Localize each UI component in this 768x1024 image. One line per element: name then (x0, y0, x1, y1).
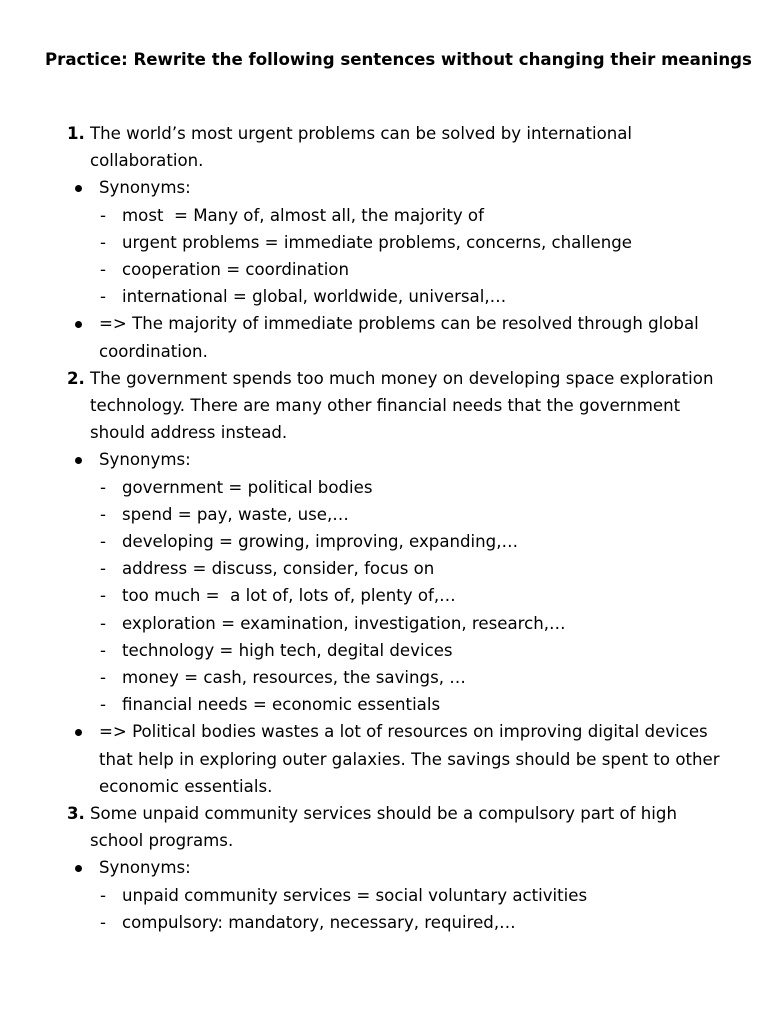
synonyms-label: Synonyms: (99, 450, 191, 470)
synonym-text: developing = growing, improving, expanding,… (122, 532, 519, 552)
synonym-text: government = political bodies (122, 477, 373, 497)
item-number: 3. (67, 804, 85, 824)
rewrite-text: => Political bodies wastes a lot of resources on improving digital devices that help in exploring outer galaxies. The savings should be spent to other economic essentials. (99, 722, 720, 796)
dash-icon: - (100, 668, 106, 688)
item-sentence: The world’s most urgent problems can be solved by international collaboration. (90, 124, 633, 171)
dash-icon: - (100, 532, 106, 552)
synonym-entry (0, 664, 768, 691)
synonym-entry (0, 582, 768, 609)
dash-icon: - (100, 504, 106, 524)
dash-icon: - (100, 559, 106, 579)
rewrite-text: => The majority of immediate problems can be resolved through global coordination. (99, 314, 699, 361)
synonym-text: financial needs = economic essentials (122, 695, 441, 715)
synonym-entry (0, 610, 768, 637)
rewrite-answer (0, 718, 768, 800)
dash-icon: - (100, 640, 106, 660)
rewrite-answer (0, 310, 768, 364)
dash-icon: - (100, 912, 106, 932)
item-number: 1. (67, 124, 85, 143)
exercise-item (0, 800, 768, 854)
synonym-entry (0, 202, 768, 229)
bullet-icon (75, 457, 82, 464)
dash-icon: - (100, 885, 106, 905)
dash-icon: - (100, 205, 106, 225)
synonym-entry (0, 229, 768, 256)
dash-icon: - (100, 260, 106, 280)
synonym-text: cooperation = coordination (122, 260, 349, 280)
synonym-text: too much = a lot of, lots of, plenty of,… (122, 586, 456, 606)
exercise-item (0, 365, 768, 447)
synonym-text: exploration = examination, investigation, research,… (122, 613, 566, 633)
synonyms-heading (0, 446, 768, 473)
synonyms-label: Synonyms: (99, 858, 191, 878)
synonym-text: international = global, worldwide, universal,… (122, 287, 507, 307)
synonym-text: spend = pay, waste, use,… (122, 504, 349, 524)
dash-icon: - (100, 695, 106, 715)
item-sentence: Some unpaid community services should be a compulsory part of high school programs. (90, 804, 677, 851)
synonym-text: money = cash, resources, the savings, … (122, 668, 466, 688)
bullet-icon (75, 729, 82, 736)
synonym-entry (0, 909, 768, 936)
bullet-icon (75, 865, 82, 872)
synonyms-heading (0, 854, 768, 881)
synonym-text: address = discuss, consider, focus on (122, 559, 435, 579)
synonym-entry (0, 501, 768, 528)
synonym-entry (0, 882, 768, 909)
synonym-text: most = Many of, almost all, the majority of (122, 205, 484, 225)
item-sentence: The government spends too much money on developing space exploration technology. There are many other financial needs that the government should address instead. (90, 368, 714, 443)
item-number: 2. (67, 368, 85, 388)
synonym-entry (0, 637, 768, 664)
synonym-text: technology = high tech, degital devices (122, 640, 453, 660)
dash-icon: - (100, 586, 106, 606)
synonym-entry (0, 474, 768, 501)
exercise-list (0, 120, 768, 936)
page-title: Practice: Rewrite the following sentences without changing their meanings (45, 50, 752, 69)
exercise-item (0, 120, 768, 174)
synonym-entry (0, 283, 768, 310)
synonym-entry (0, 555, 768, 582)
synonym-text: urgent problems = immediate problems, concerns, challenge (122, 232, 633, 252)
synonyms-label: Synonyms: (99, 178, 191, 198)
synonyms-heading (0, 174, 768, 201)
dash-icon: - (100, 287, 106, 307)
dash-icon: - (100, 613, 106, 633)
dash-icon: - (100, 232, 106, 252)
synonym-entry (0, 256, 768, 283)
bullet-icon (75, 321, 82, 328)
bullet-icon (75, 185, 82, 192)
synonym-entry (0, 691, 768, 718)
synonym-entry (0, 528, 768, 555)
dash-icon: - (100, 477, 106, 497)
synonym-text: unpaid community services = social voluntary activities (122, 885, 588, 905)
synonym-text: compulsory: mandatory, necessary, required,… (122, 912, 516, 932)
